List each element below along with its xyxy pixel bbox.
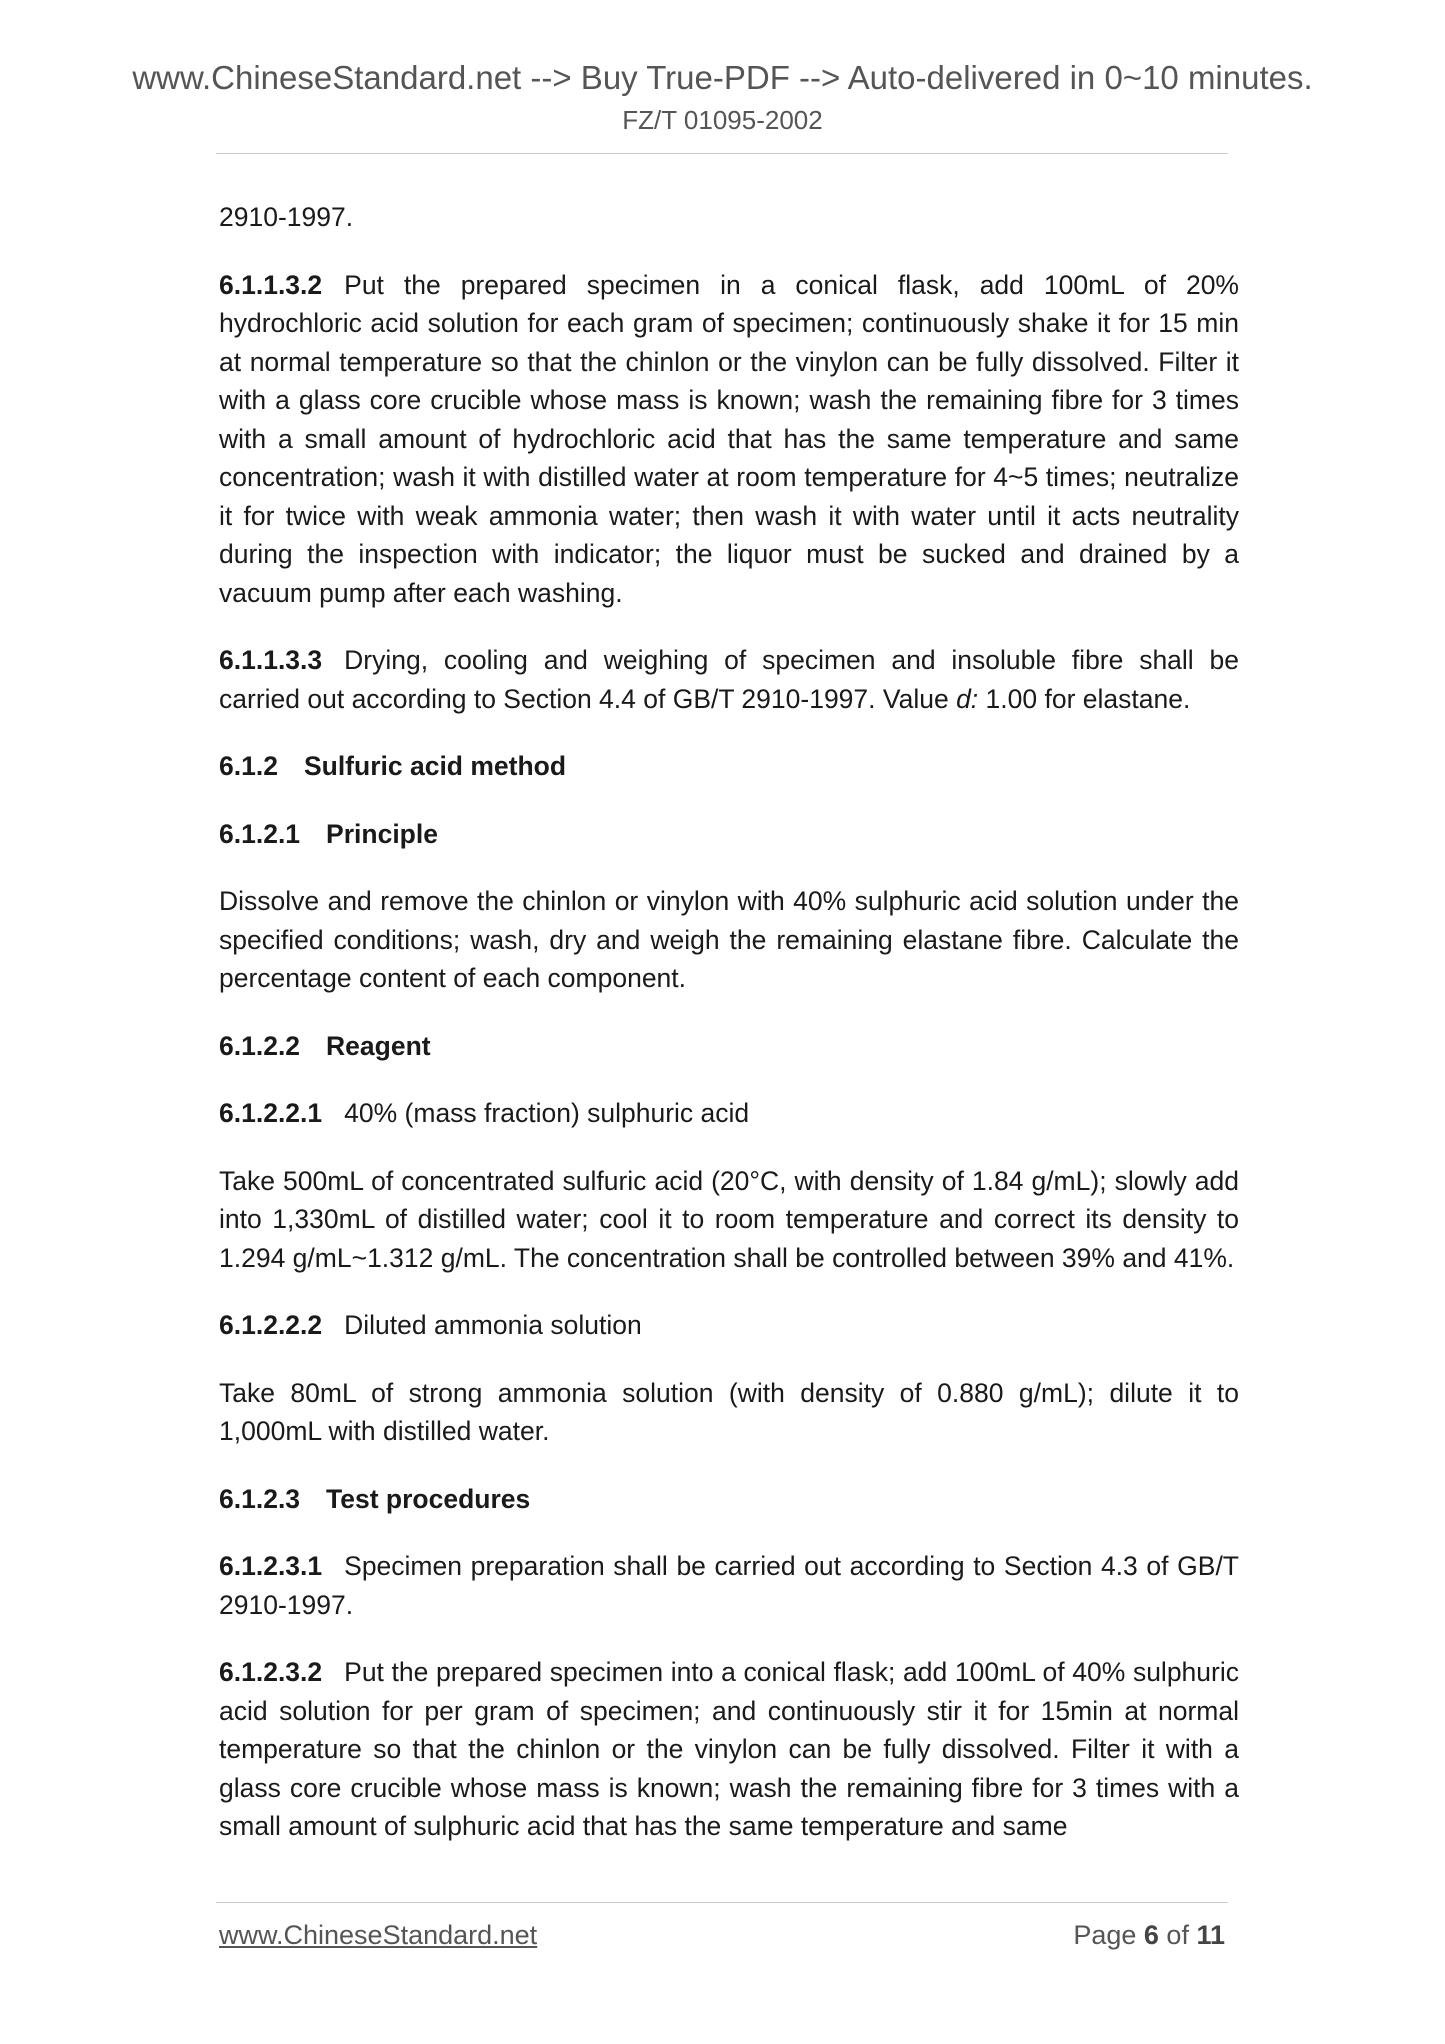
clause-number: 6.1.2.3.1	[219, 1551, 323, 1581]
clause-text-end: 1.00 for elastane.	[978, 683, 1191, 714]
footer-site-link[interactable]: www.ChineseStandard.net	[219, 1920, 538, 1950]
clause-number: 6.1.2.3.2	[219, 1657, 323, 1687]
heading-number: 6.1.2.2	[219, 1030, 301, 1061]
document-body	[219, 198, 1239, 1875]
clause-6-1-2-2-2	[219, 1306, 1239, 1345]
heading-title: Test procedures	[326, 1483, 531, 1514]
header-divider	[216, 153, 1228, 154]
page-prefix: Page	[1073, 1920, 1144, 1950]
heading-6-1-2-1	[219, 815, 1239, 854]
clause-6-1-2-2-1	[219, 1094, 1239, 1133]
clause-number: 6.1.1.3.3	[219, 645, 323, 675]
clause-number: 6.1.1.3.2	[219, 269, 323, 300]
clause-text: Put the prepared specimen in a conical flask, add 100mL of 20% hydrochloric acid solution for each gram of specimen; continuously shake it for 15 min at normal temperature so that the chinlon or the vinylon can be fully dissolved. Filter it with a glass core crucible whose mass is known; wash the remaining fibre for 3 times with a small amount of hydrochloric acid that has the same temperature and same concentration; wash it with distilled water at room temperature for 4~5 times; neutralize it for twice with weak ammonia water; then wash it with water until it acts neutrality during the inspection with indicator; the liquor must be sucked and drained by a vacuum pump after each washing.	[219, 269, 1239, 608]
footer-divider	[216, 1902, 1228, 1903]
clause-number: 6.1.2.2.2	[219, 1310, 323, 1340]
clause-text: Put the prepared specimen into a conical flask; add 100mL of 40% sulphuric acid solution for per gram of specimen; and continuously stir it for 15min at normal temperature so that the chinlon or the vinylon can be fully dissolved. Filter it with a glass core crucible whose mass is known; wash the remaining fibre for 3 times with a small amount of sulphuric acid that has the same temperature and same	[219, 1657, 1239, 1841]
clause-text: Diluted ammonia solution	[344, 1310, 642, 1340]
reagent-paragraph-1: Take 500mL of concentrated sulfuric acid (20°C, with density of 1.84 g/mL); slowly add into 1,330mL of distilled water; cool it to room temperature and correct its density to 1.294 g/mL~1.312 g/mL. The concentration shall be controlled between 39% and 41%.	[219, 1165, 1239, 1273]
clause-6-1-2-3-1	[219, 1547, 1239, 1624]
clause-text: Drying, cooling and weighing of specimen and insoluble fibre shall be carried out according to Section 4.4 of GB/T 2910-1997. Value	[219, 645, 1239, 714]
clause-6-1-1-3-3	[219, 641, 1239, 718]
heading-6-1-2-2	[219, 1027, 1239, 1066]
heading-title: Principle	[326, 818, 438, 849]
document-id: FZ/T 01095-2002	[622, 105, 823, 135]
heading-number: 6.1.2.1	[219, 818, 301, 849]
page-indicator	[1073, 1918, 1225, 1952]
heading-number: 6.1.2	[219, 751, 278, 781]
continued-text: 2910-1997.	[219, 202, 354, 232]
heading-title: Reagent	[326, 1030, 431, 1061]
clause-6-1-2-3-2	[219, 1653, 1239, 1846]
principle-paragraph: Dissolve and remove the chinlon or vinylon with 40% sulphuric acid solution under the specified conditions; wash, dry and weigh the remaining elastane fibre. Calculate the percentage content of each component.	[219, 886, 1239, 993]
clause-number: 6.1.2.2.1	[219, 1098, 323, 1128]
heading-6-1-2-3	[219, 1480, 1239, 1519]
clause-text: 40% (mass fraction) sulphuric acid	[344, 1098, 750, 1128]
current-page-number: 6	[1143, 1920, 1159, 1950]
page-of: of	[1158, 1920, 1197, 1950]
heading-6-1-2	[219, 747, 1239, 786]
total-page-count: 11	[1196, 1920, 1225, 1950]
clause-6-1-1-3-2	[219, 266, 1239, 613]
reagent-paragraph-2: Take 80mL of strong ammonia solution (with density of 0.880 g/mL); dilute it to 1,000mL with distilled water.	[219, 1377, 1239, 1446]
heading-number: 6.1.2.3	[219, 1483, 301, 1514]
heading-title: Sulfuric acid method	[303, 751, 567, 781]
value-symbol: d:	[956, 683, 979, 714]
clause-text: Specimen preparation shall be carried out according to Section 4.3 of GB/T 2910-1997.	[219, 1551, 1239, 1620]
header-banner: www.ChineseStandard.net --> Buy True-PDF --> Auto-delivered in 0~10 minutes.	[132, 59, 1313, 96]
